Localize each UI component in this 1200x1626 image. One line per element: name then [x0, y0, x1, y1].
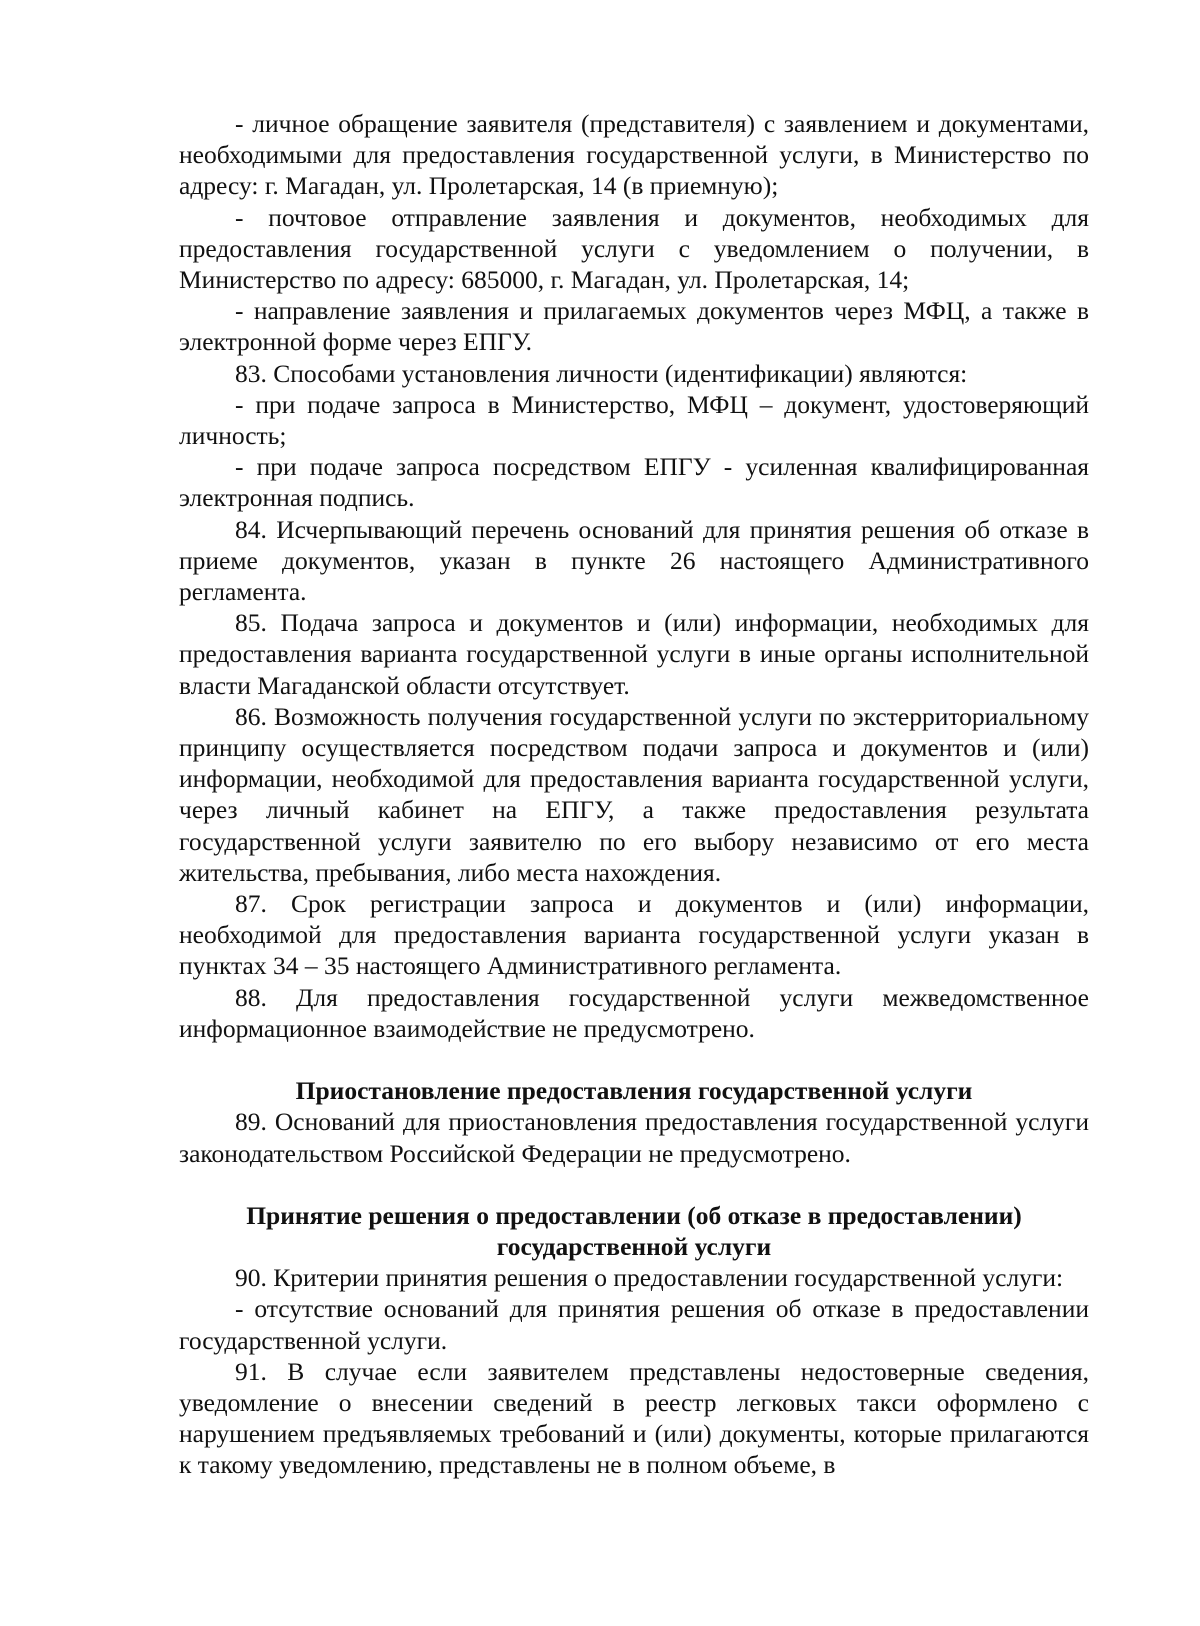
paragraph-87: 87. Срок регистрации запроса и документов и (или) информации, необходимой для предоставления варианта государственной услуги указан в пунктах 34 – 35 настоящего Административного регламента. — [179, 889, 1089, 981]
paragraph-84: 84. Исчерпывающий перечень оснований для принятия решения об отказе в приеме документов, указан в пункте 26 настоящего Административного регламента. — [179, 514, 1089, 607]
paragraph-83-ministry: - при подаче запроса в Министерство, МФЦ – документ, удостоверяющий личность; — [179, 389, 1089, 451]
paragraph-89: 89. Оснований для приостановления предоставления государственной услуги законодательством Российской Федерации не предусмотрено. — [179, 1107, 1089, 1168]
paragraph-90-criteria: - отсутствие оснований для принятия решения об отказе в предоставлении государственной услуги. — [179, 1294, 1089, 1355]
paragraph-personal-appeal: - личное обращение заявителя (представителя) с заявлением и документами, необходимыми для предоставления государственной услуги, в Министерство по адресу: г. Магадан, ул. Пролетарская, 14 (в приемную); — [179, 109, 1089, 201]
paragraph-mfc-epgu: - направление заявления и прилагаемых документов через МФЦ, а также в электронной форме через ЕПГУ. — [179, 296, 1089, 357]
paragraph-86: 86. Возможность получения государственной услуги по экстерриториальному принципу осуществляется посредством подачи запроса и документов и (или) информации, необходимой для предоставления варианта государственной услуги, через личный кабинет на ЕПГУ, а также предоставления результата государственной услуги заявителю по его выбору независимо от его места жительства, пребывания, либо места нахождения. — [179, 701, 1089, 887]
paragraph-83-epgu: - при подаче запроса посредством ЕПГУ - усиленная квалифицированная электронная подпись. — [179, 452, 1089, 513]
section-heading-suspension: Приостановление предоставления государственной услуги — [295, 1076, 973, 1106]
paragraph-85: 85. Подача запроса и документов и (или) информации, необходимых для предоставления варианта государственной услуги в иные органы исполнительной власти Магаданской области отсутствует. — [179, 608, 1089, 700]
section-heading-decision: Принятие решения о предоставлении (об отказе в предоставлении) государственной услуги — [246, 1200, 1022, 1261]
paragraph-90: 90. Критерии принятия решения о предоставлении государственной услуги: — [235, 1263, 1064, 1293]
section-gap — [179, 1044, 1089, 1075]
document-body — [179, 108, 1089, 1481]
paragraph-postal-sending: - почтовое отправление заявления и документов, необходимых для предоставления государственной услуги с уведомлением о получении, в Министерство по адресу: 685000, г. Магадан, ул. Пролетарская, 14; — [179, 202, 1089, 295]
paragraph-91: 91. В случае если заявителем представлены недостоверные сведения, уведомление о внесении сведений в реестр легковых такси оформлено с нарушением предъявляемых требований и (или) документы, которые прилагаются к такому уведомлению, представлены не в полном объеме, в — [179, 1356, 1089, 1480]
paragraph-88: 88. Для предоставления государственной услуги межведомственное информационное взаимодействие не предусмотрено. — [179, 982, 1089, 1043]
paragraph-83: 83. Способами установления личности (идентификации) являются: — [235, 358, 968, 388]
section-gap — [179, 1169, 1089, 1200]
